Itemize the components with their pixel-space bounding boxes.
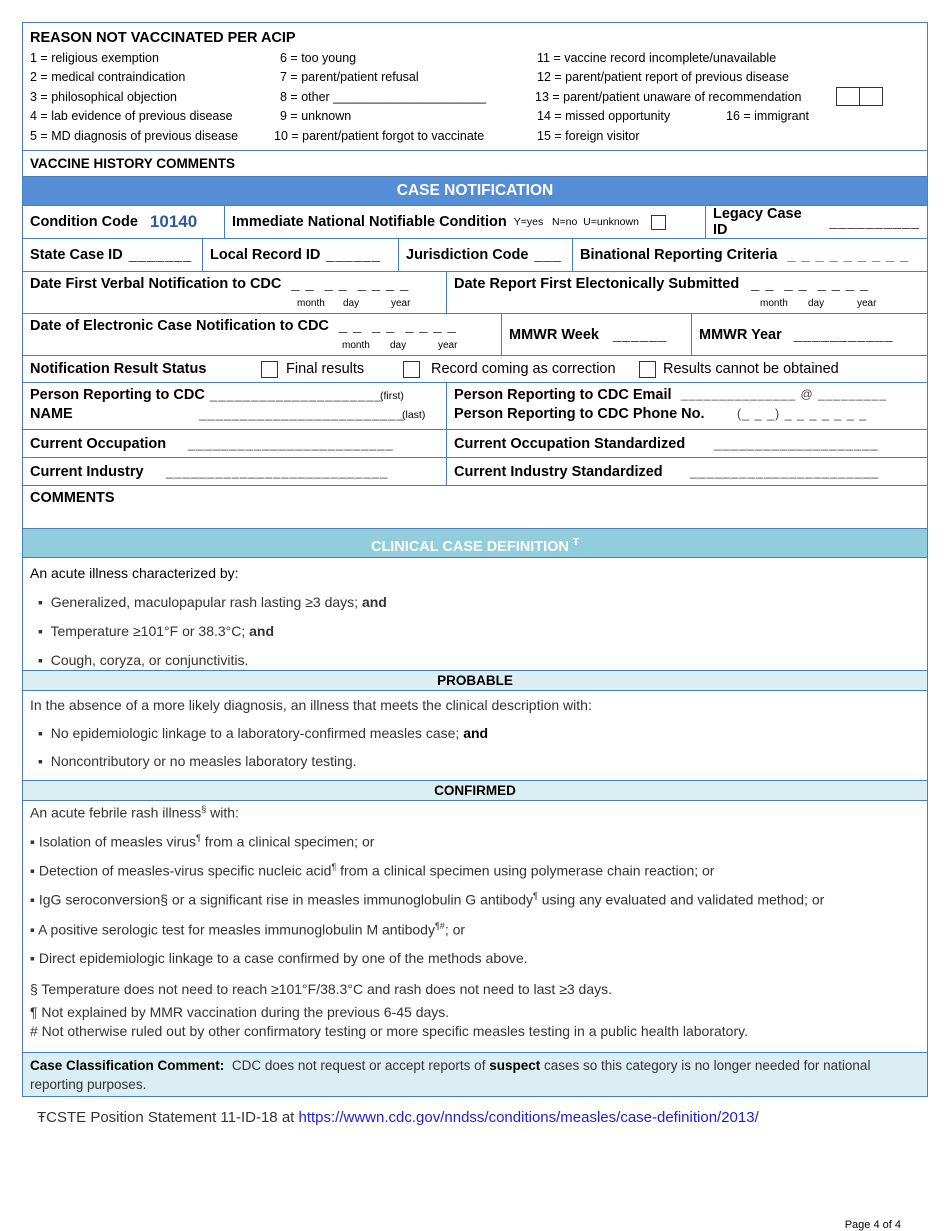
- clinical-item-text: Generalized, maculopapular rash lasting ≥3 days;: [50, 594, 362, 610]
- email-blank: _______________ @ _________: [681, 387, 888, 401]
- reason-code: 2 = medical contraindication: [30, 70, 186, 84]
- confirmed-item-end: using any evaluated and validated method; or: [537, 891, 825, 908]
- confirmed-header: CONFIRMED: [23, 780, 927, 801]
- condition-code-cell[interactable]: [23, 206, 225, 238]
- footer-statement: [37, 1109, 759, 1126]
- result-status-label: Notification Result Status: [30, 361, 207, 377]
- confirmed-item: ▪ IgG seroconversion§ or a significant rise in measles immunoglobulin G antibody¶ using any evaluated and validated method; or: [30, 891, 825, 908]
- confirmed-item: ▪ Detection of measles-virus specific nucleic acid¶ from a clinical specimen using polymerase chain reaction; or: [30, 862, 715, 879]
- reason-code: 10 = parent/patient forgot to vaccinate: [274, 129, 485, 143]
- legacy-case-cell[interactable]: [706, 206, 927, 238]
- last-label: (last): [402, 409, 426, 421]
- legacy-case-label: Legacy Case ID: [713, 206, 802, 238]
- reason-code: 16 = immigrant: [726, 109, 810, 123]
- case-notification-header: CASE NOTIFICATION: [23, 177, 927, 206]
- reason-code: 15 = foreign visitor: [537, 129, 640, 143]
- clinical-section: [23, 558, 927, 670]
- confirmed-section: [23, 801, 927, 1052]
- person-reporting-contact-cell[interactable]: [447, 383, 927, 429]
- last-name-blank: _________________________: [199, 406, 405, 421]
- probable-item-bold: and: [463, 725, 489, 741]
- reason-code: 11 = vaccine record incomplete/unavailable: [537, 51, 777, 65]
- confirmed-item-end: from a clinical specimen using polymerase chain reaction; or: [336, 862, 715, 879]
- email-label: Person Reporting to CDC Email: [454, 387, 672, 403]
- reason-not-vaccinated-section: [23, 23, 927, 151]
- confirmed-item-text: Direct epidemiologic linkage to a case confirmed by one of the methods above.: [38, 950, 528, 966]
- condition-code-value: 10140: [149, 212, 198, 231]
- footer-statement-text: ŦCSTE Position Statement 11-ID-18 at: [37, 1109, 299, 1126]
- mmwr-week-blank: ______: [612, 326, 668, 343]
- probable-item: ▪ Noncontributory or no measles laboratory testing.: [38, 753, 357, 769]
- day-label: day: [343, 298, 360, 309]
- immediate-options: Y=yes N=no U=unknown: [513, 216, 639, 228]
- industry-label: Current Industry: [30, 463, 144, 480]
- form-frame: [22, 22, 928, 1097]
- state-case-label: State Case ID: [30, 247, 123, 263]
- comments-label: COMMENTS: [30, 490, 115, 506]
- confirmed-intro-text: An acute febrile rash illness: [30, 804, 202, 821]
- person-reporting-label: Person Reporting to CDC: [30, 387, 205, 403]
- industry-blank: ___________________________: [166, 464, 389, 479]
- industry-cell[interactable]: [23, 458, 447, 485]
- jurisdiction-cell[interactable]: [399, 239, 573, 271]
- local-record-label: Local Record ID: [210, 247, 321, 263]
- year-label: year: [857, 298, 877, 309]
- mmwr-week-cell[interactable]: [502, 314, 692, 355]
- probable-section: [23, 691, 927, 780]
- state-case-blank: _______: [128, 247, 193, 263]
- confirmed-item-text: IgG seroconversion§ or a significant rise in measles immunoglobulin G antibody: [38, 891, 533, 908]
- occupation-std-cell[interactable]: [447, 430, 927, 457]
- clinical-item-bold: and: [249, 623, 275, 639]
- binational-label: Binational Reporting Criteria: [580, 247, 778, 263]
- binational-blank: _ _ _ _ _ _ _ _ _: [787, 247, 910, 263]
- industry-std-label: Current Industry Standardized: [454, 463, 663, 480]
- immediate-notifiable-cell[interactable]: [225, 206, 706, 238]
- phone-blank: (_ _ _) _ _ _ _ _ _ _: [737, 407, 868, 421]
- date-notification-row: [23, 272, 927, 314]
- page-number: Page 4 of 4: [844, 1219, 901, 1231]
- confirmed-note: § Temperature does not need to reach ≥101°F/38.3°C and rash does not need to last ≥3 days.: [30, 981, 613, 997]
- confirmed-item-text: Isolation of measles virus: [38, 833, 197, 850]
- mmwr-year-label: MMWR Year: [699, 326, 782, 343]
- date-electronic-submitted-cell[interactable]: [447, 272, 927, 313]
- jurisdiction-label: Jurisdiction Code: [406, 247, 529, 263]
- confirmed-item: ▪ Isolation of measles virus¶ from a clinical specimen; or: [30, 833, 375, 850]
- confirmed-item-sup: ¶#: [434, 921, 445, 931]
- classification-text: CDC does not request or accept reports of: [224, 1058, 490, 1073]
- cannot-obtain-checkbox[interactable]: [639, 361, 656, 378]
- confirmed-item-sup: ¶: [196, 833, 201, 843]
- reason-input-box-2[interactable]: [859, 87, 883, 106]
- date-electronic-submitted-blank: _ _ _ _ _ _ _ _: [751, 276, 870, 292]
- month-label: month: [297, 298, 325, 309]
- binational-cell[interactable]: [573, 239, 927, 271]
- date-electronic-notification-cell[interactable]: [23, 314, 502, 355]
- classification-bold: suspect: [489, 1058, 541, 1073]
- confirmed-item: ▪ Direct epidemiologic linkage to a case confirmed by one of the methods above.: [30, 950, 528, 966]
- date-electronic-submitted-label: Date Report First Electonically Submitted: [454, 276, 740, 292]
- mmwr-year-blank: ___________: [793, 326, 894, 343]
- name-label: NAME: [30, 406, 73, 422]
- occupation-row: [23, 430, 927, 458]
- clinical-item: ▪ Temperature ≥101°F or 38.3°C; and: [38, 623, 275, 639]
- confirmed-item-text: Detection of measles-virus specific nucleic acid: [38, 862, 332, 879]
- reason-title: REASON NOT VACCINATED PER ACIP: [30, 30, 296, 46]
- reason-code: 5 = MD diagnosis of previous disease: [30, 129, 239, 143]
- day-label: day: [390, 340, 407, 351]
- immediate-checkbox[interactable]: [651, 215, 666, 230]
- reason-code: 13 = parent/patient unaware of recommendation: [535, 90, 802, 104]
- clinical-case-definition-header: [23, 529, 927, 558]
- reason-code: 8 = other ______________________: [280, 90, 487, 104]
- case-classification-comment: [23, 1052, 927, 1096]
- confirmed-item-end: ; or: [444, 921, 466, 938]
- reason-code: 3 = philosophical objection: [30, 90, 177, 104]
- probable-item: ▪ No epidemiologic linkage to a laboratory-confirmed measles case; and: [38, 725, 489, 741]
- electronic-notification-row: [23, 314, 927, 356]
- confirmed-item-sup: ¶: [331, 862, 337, 872]
- date-verbal-label: Date First Verbal Notification to CDC: [30, 276, 282, 292]
- clinical-title-mark: Ŧ: [572, 537, 580, 548]
- footer-link[interactable]: https://wwwn.cdc.gov/nndss/conditions/measles/case-definition/2013/: [298, 1109, 759, 1126]
- clinical-item-bold: and: [361, 594, 387, 610]
- date-verbal-cell[interactable]: [23, 272, 447, 313]
- probable-header: PROBABLE: [23, 670, 927, 691]
- vaccine-history-comments-row[interactable]: [23, 151, 927, 177]
- date-verbal-blank: _ _ _ _ _ _ _ _: [291, 276, 410, 292]
- correction-label: Record coming as correction: [431, 361, 616, 377]
- clinical-item-text: Cough, coryza, or conjunctivitis.: [50, 652, 249, 668]
- confirmed-item-sup: ¶: [533, 891, 538, 901]
- reason-code: 1 = religious exemption: [30, 51, 159, 65]
- vaccine-history-comments-label: VACCINE HISTORY COMMENTS: [30, 156, 236, 171]
- confirmed-intro: [23, 804, 239, 821]
- phone-label: Person Reporting to CDC Phone No.: [454, 406, 705, 422]
- month-label: month: [760, 298, 788, 309]
- occupation-blank: _________________________: [188, 436, 394, 451]
- reason-code: 9 = unknown: [280, 109, 352, 123]
- classification-label: Case Classification Comment:: [30, 1058, 225, 1073]
- result-status-row: [23, 356, 927, 383]
- confirmed-item-text: A positive serologic test for measles immunoglobulin M antibody: [38, 921, 435, 938]
- reason-code: 7 = parent/patient refusal: [280, 70, 419, 84]
- confirmed-note: # Not otherwise ruled out by other confirmatory testing or more specific measles testing in a public health laboratory.: [30, 1023, 748, 1039]
- confirmed-item-end: from a clinical specimen; or: [200, 833, 375, 850]
- correction-checkbox[interactable]: [403, 361, 420, 378]
- reason-input-box-1[interactable]: [836, 87, 860, 106]
- probable-item-text: Noncontributory or no measles laboratory testing.: [50, 753, 357, 769]
- reason-code: 6 = too young: [280, 51, 357, 65]
- reason-code: 4 = lab evidence of previous disease: [30, 109, 233, 123]
- day-label: day: [808, 298, 825, 309]
- confirmed-note: ¶ Not explained by MMR vaccination during the previous 6-45 days.: [30, 1004, 450, 1020]
- clinical-item: ▪ Cough, coryza, or conjunctivitis.: [38, 652, 249, 668]
- legacy-case-blank: __________: [829, 214, 920, 230]
- date-electronic-notification-label: Date of Electronic Case Notification to CDC: [30, 318, 329, 334]
- date-electronic-notification-blank: _ _ _ _ _ _ _ _: [338, 318, 457, 334]
- mmwr-year-cell[interactable]: [692, 314, 927, 355]
- comments-row[interactable]: [23, 486, 927, 529]
- condition-code-row: [23, 206, 927, 239]
- mmwr-week-label: MMWR Week: [509, 326, 599, 343]
- occupation-cell[interactable]: [23, 430, 447, 457]
- local-record-cell[interactable]: [203, 239, 399, 271]
- probable-intro: In the absence of a more likely diagnosis, an illness that meets the clinical description with:: [30, 697, 592, 713]
- final-results-label: Final results: [286, 361, 365, 377]
- industry-std-cell[interactable]: [447, 458, 927, 485]
- person-reporting-name-cell[interactable]: [23, 383, 447, 429]
- person-reporting-row: [23, 383, 927, 430]
- clinical-title: CLINICAL CASE DEFINITION: [370, 538, 569, 555]
- year-label: year: [438, 340, 458, 351]
- immediate-notifiable-label: Immediate National Notifiable Condition: [232, 214, 507, 230]
- state-case-cell[interactable]: [23, 239, 203, 271]
- year-label: year: [391, 298, 411, 309]
- first-label: (first): [380, 390, 404, 402]
- industry-std-blank: _______________________: [690, 464, 880, 479]
- clinical-item: ▪ Generalized, maculopapular rash lasting ≥3 days; and: [38, 594, 387, 610]
- clinical-intro: An acute illness characterized by:: [30, 565, 239, 581]
- classification-text-end: cases so this category is no longer needed for national reporting purposes.: [30, 1058, 871, 1092]
- occupation-std-label: Current Occupation Standardized: [454, 435, 686, 452]
- reason-code: 12 = parent/patient report of previous disease: [537, 70, 789, 84]
- occupation-std-blank: ____________________: [714, 436, 879, 451]
- industry-row: [23, 458, 927, 486]
- jurisdiction-blank: ___: [534, 247, 562, 263]
- cannot-obtain-label: Results cannot be obtained: [663, 361, 839, 377]
- local-record-blank: ______: [326, 247, 381, 263]
- state-case-row: [23, 239, 927, 272]
- final-results-checkbox[interactable]: [261, 361, 278, 378]
- probable-item-text: No epidemiologic linkage to a laboratory-confirmed measles case;: [50, 725, 464, 741]
- occupation-label: Current Occupation: [30, 435, 167, 452]
- clinical-item-text: Temperature ≥101°F or 38.3°C;: [50, 623, 250, 639]
- month-label: month: [342, 340, 370, 351]
- first-name-blank: _____________________: [210, 387, 383, 402]
- confirmed-item: ▪ A positive serologic test for measles immunoglobulin M antibody¶#; or: [30, 921, 466, 938]
- reason-code: 14 = missed opportunity: [537, 109, 671, 123]
- result-status-cell: [23, 356, 927, 382]
- confirmed-intro-end: with:: [206, 804, 239, 821]
- condition-code-label: Condition Code: [30, 214, 138, 230]
- confirmed-intro-sup: §: [201, 804, 207, 814]
